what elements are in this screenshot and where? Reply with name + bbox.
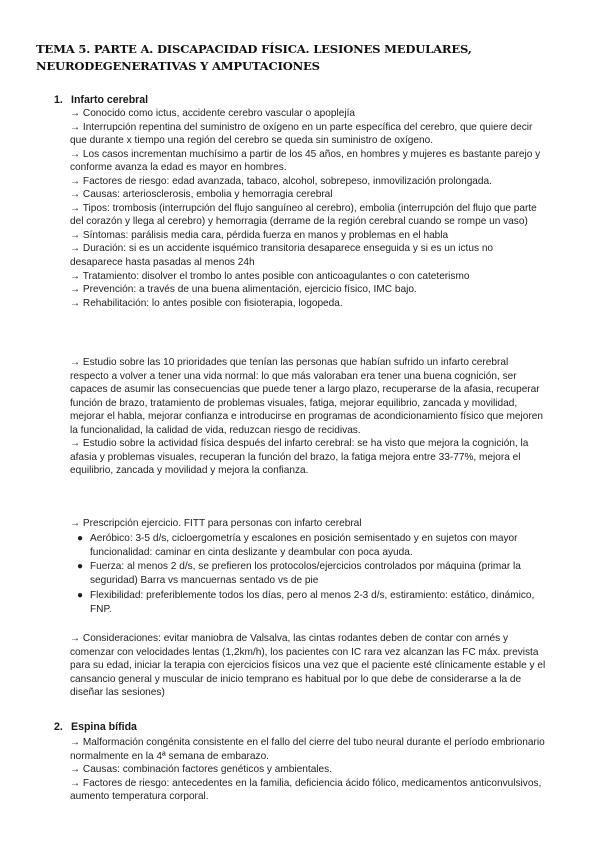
paragraph: → Factores de riesgo: antecedentes en la familia, deficiencia ácido fólico, medicamentos anticonvulsivos, aumento temperatura corporal. [70, 777, 542, 803]
prescription-intro [70, 517, 546, 531]
study-paragraph: → Estudio sobre la actividad física después del infarto cerebral: se ha visto que mejora la cognición, la afasia y problemas visuales, recuperan la función del brazo, la fatiga mejora entre 33-77%, mejora el equilibrio, zancada y movilidad y mejora la confianza. [70, 438, 529, 477]
paragraph: → Síntomas: parálisis media cara, pérdida fuerza en manos y problemas en el habla [70, 229, 449, 241]
paragraph: → Factores de riesgo: edad avanzada, tabaco, alcohol, sobrepeso, inmovilización prolongada. [70, 175, 492, 187]
considerations-block [70, 632, 546, 700]
bullet-item [77, 589, 548, 616]
study-paragraph: → Estudio sobre las 10 prioridades que tenían las personas que habían sufrido un infarto cerebral respecto a volver a tener una vida normal: lo que más valoraban era tener una buena cognición, ser capaces de asumir las consecuencias que puede tener a largo plazo, recuperarse de la afasia, recuperar función de brazo, tratamiento de problemas visuales, fatiga, mejorar equilibrio, zancada y movilidad, mejorar el habla, mejorar confianza e introducirse en programas de acondicionamiento físico que mejoren la funcionalidad, la calidad de vida, reduzcan riesgo de recidivas. [70, 357, 543, 436]
paragraph: → Causas: arteriosclerosis, embolia y hemorragia cerebral [70, 189, 333, 201]
paragraph: → Causas: combinación factores genéticos y ambientales. [70, 764, 333, 776]
paragraph: → Rehabilitación: lo antes posible con fisioterapia, logopeda. [70, 297, 343, 309]
section-title: Espina bífida [71, 721, 137, 733]
paragraph: → Tratamiento: disolver el trombo lo antes posible con anticoagulantes o con cateterismo [70, 270, 470, 282]
paragraph: → Conocido como ictus, accidente cerebro vascular o apoplejía [70, 108, 356, 119]
bullet-text: Flexibilidad: preferiblemente todos los días, pero al menos 2-3 d/s, estiramiento: estático, dinámico, FNP. [90, 590, 535, 615]
bullet-text: Fuerza: al menos 2 d/s, se prefieren los protocolos/ejercicios controlados por máquina (primar la seguridad) Barra vs mancuernas sentado vs de pie [90, 561, 521, 586]
paragraph: → Duración: si es un accidente isquémico transitoria desaparece enseguida y si es un ictus no desaparece hasta pasadas al menos 24h [70, 243, 494, 269]
bullet-item [77, 560, 548, 587]
section-heading-infarto [54, 94, 148, 107]
bullet-icon: ● [77, 561, 84, 572]
paragraph: → Prevención: a través de una buena alimentación, ejercicio físico, IMC bajo. [70, 284, 417, 296]
studies-block [70, 356, 546, 478]
section-number: 2. [54, 721, 63, 733]
paragraph: → Malformación congénita consistente en el fallo del cierre del tubo neural durante el período embrionario normalmente en la 4ª semana de embarazo. [70, 737, 545, 762]
section-heading-espina-bifida [54, 721, 137, 734]
paragraph: → Interrupción repentina del suministro de oxígeno en un parte específica del cerebro, que quiere decir que durante x tiempo una región del cerebro se queda sin suministro de oxígeno. [70, 121, 533, 147]
paragraph: → Los casos incrementan muchísimo a partir de los 45 años, en hombres y mujeres es bastante parejo y conforme avanza la edad es mayor en hombres. [70, 148, 541, 174]
page-title: TEMA 5. PARTE A. DISCAPACIDAD FÍSICA. LESIONES MEDULARES, NEURODEGENERATIVAS Y AMPUTACIONES [36, 42, 472, 73]
bullet-text: Aeróbico: 3-5 d/s, cicloergometría y escalones en posición semisentado y en sujetos con mayor funcionalidad: caminar en cinta deslizante y deambular con poca ayuda. [90, 533, 518, 558]
section-2-body [70, 736, 546, 804]
bullet-item [77, 532, 548, 559]
bullet-icon: ● [77, 533, 84, 544]
bullet-icon: ● [77, 590, 84, 601]
paragraph: → Tipos: trombosis (interrupción del flujo sanguíneo al cerebro), embolia (interrupción del flujo que parte del corazón y llega al cerebro) y hemorragia (derrame de la región cerebral cuando se rompe un vaso) [70, 202, 537, 228]
section-number: 1. [54, 94, 63, 106]
prescription-text: → Prescripción ejercicio. FITT para personas con infarto cerebral [70, 518, 362, 529]
section-1-body [70, 107, 546, 310]
section-title: Infarto cerebral [71, 94, 149, 106]
considerations-text: → Consideraciones: evitar maniobra de Valsalva, las cintas rodantes deben de contar con arnés y comenzar con velocidades lentas (1,2km/h), los pacientes con IC rara vez alcanzan las FC máx. prevista para su edad, iniciar la terapia con ejercicios físicos una vez que el paciente esté clínicamente estable y el cansancio general y muscular de inicio temprano es habitual por lo que debe de considerarse a la de diseñar las sesiones) [70, 633, 546, 699]
